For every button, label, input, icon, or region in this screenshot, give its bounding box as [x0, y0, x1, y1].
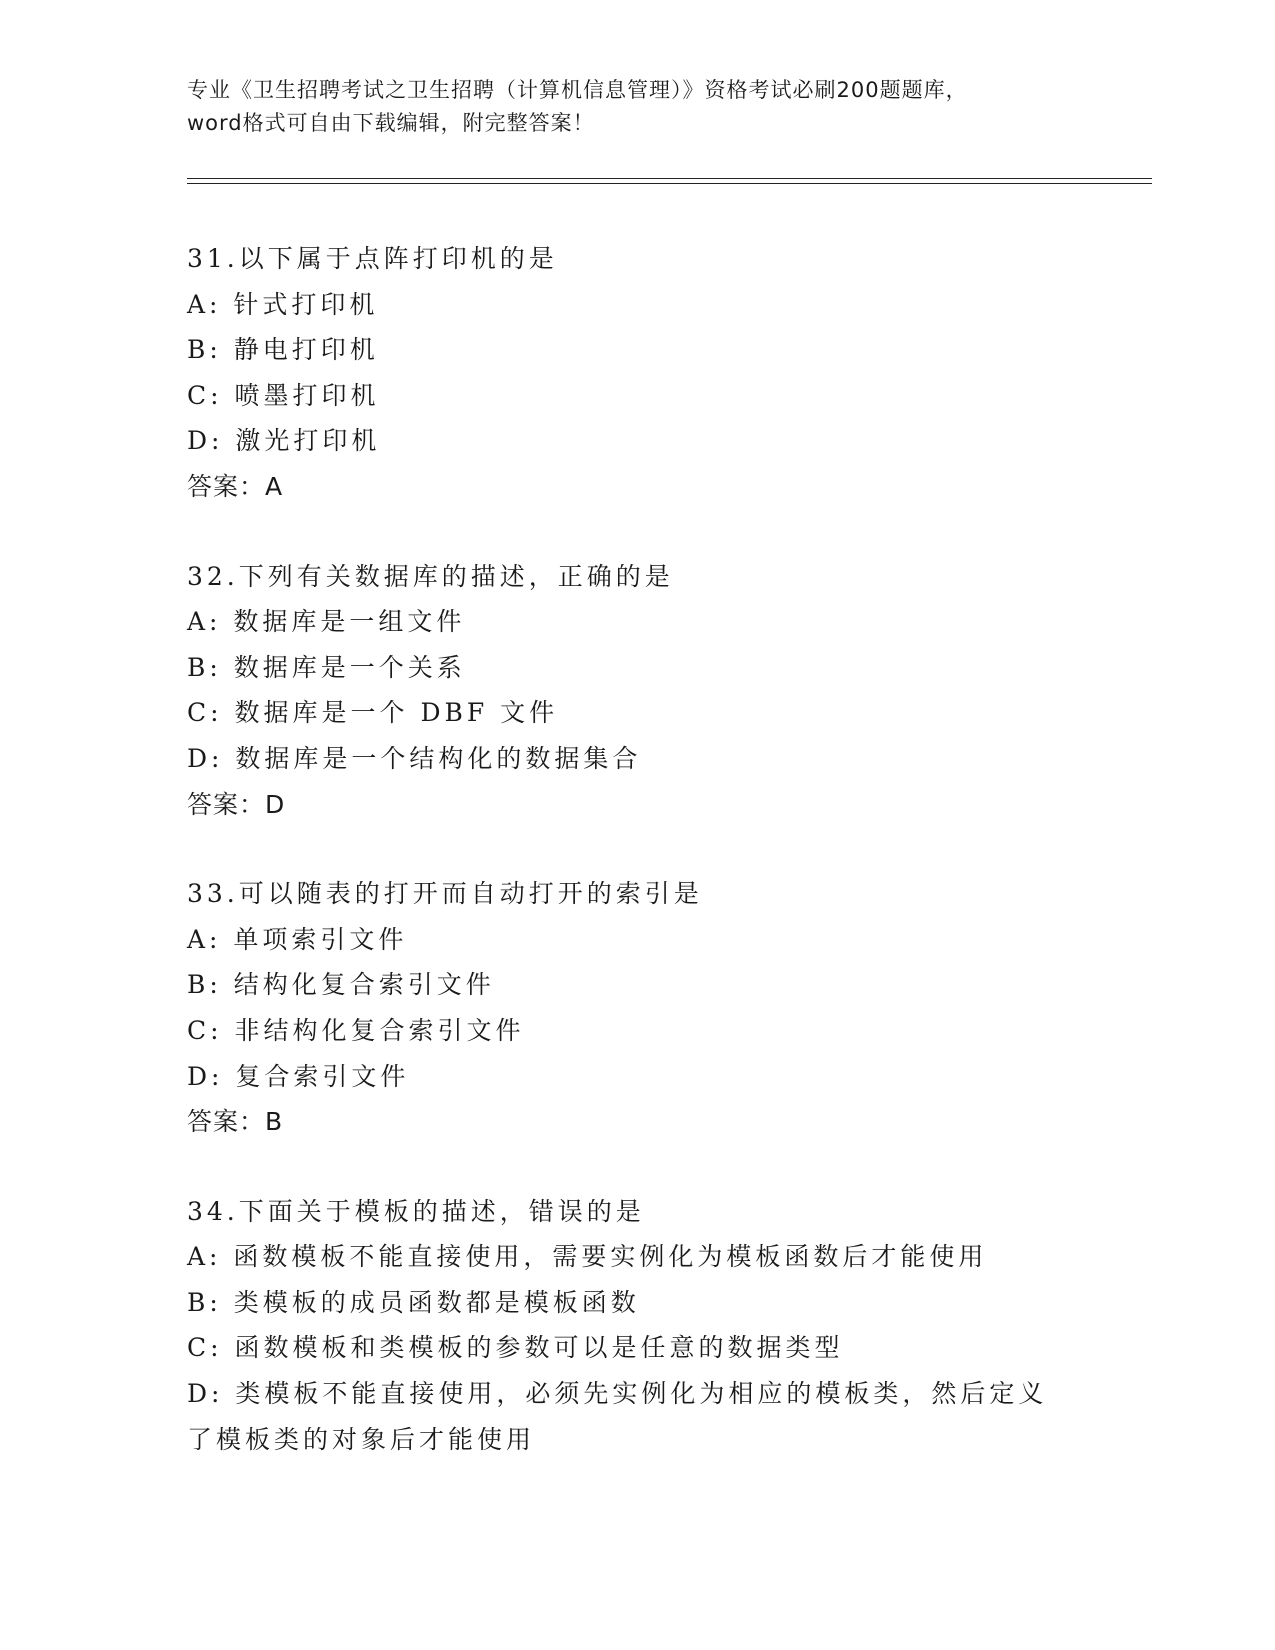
- header-title-line-1: 专业《卫生招聘考试之卫生招聘（计算机信息管理）》资格考试必刷200题题库，: [187, 78, 968, 102]
- answer-line: 答案：A: [187, 471, 284, 501]
- question-32: [187, 554, 1107, 828]
- option-c: C: 非结构化复合索引文件: [187, 1015, 525, 1045]
- option-c: C: 喷墨打印机: [187, 380, 380, 410]
- option-c: C: 数据库是一个 DBF 文件: [187, 698, 559, 728]
- question-33: [187, 871, 1107, 1145]
- question-stem: 33.可以随表的打开而自动打开的索引是: [187, 879, 703, 909]
- header-double-rule: [187, 178, 1152, 184]
- question-31: [187, 236, 1107, 510]
- option-b: B: 结构化复合索引文件: [187, 970, 495, 1000]
- question-34: [187, 1189, 1107, 1463]
- option-a: A: 针式打印机: [187, 289, 379, 319]
- answer-line: 答案：D: [187, 789, 286, 819]
- answer-line: 答案：B: [187, 1107, 284, 1137]
- option-d: D: 激光打印机: [187, 426, 381, 456]
- document-header: [187, 74, 1087, 140]
- question-stem: 32.下列有关数据库的描述，正确的是: [187, 561, 674, 591]
- question-stem: 34.下面关于模板的描述，错误的是: [187, 1196, 645, 1226]
- option-d: D: 类模板不能直接使用，必须先实例化为相应的模板类，然后定义了模板类的对象后才能使用: [187, 1379, 1048, 1454]
- question-stem: 31.以下属于点阵打印机的是: [187, 244, 558, 273]
- option-b: B: 类模板的成员函数都是模板函数: [187, 1287, 640, 1317]
- option-c: C: 函数模板和类模板的参数可以是任意的数据类型: [187, 1333, 844, 1363]
- header-title-line-2: word格式可自由下载编辑，附完整答案！: [187, 111, 595, 135]
- option-b: B: 数据库是一个关系: [187, 652, 466, 682]
- option-b: B: 静电打印机: [187, 335, 379, 365]
- question-list: [187, 236, 1107, 1506]
- option-d: D: 复合索引文件: [187, 1061, 410, 1091]
- option-a: A: 函数模板不能直接使用，需要实例化为模板函数后才能使用: [187, 1242, 988, 1272]
- option-a: A: 数据库是一组文件: [187, 607, 466, 637]
- option-a: A: 单项索引文件: [187, 924, 408, 954]
- option-d: D: 数据库是一个结构化的数据集合: [187, 743, 642, 773]
